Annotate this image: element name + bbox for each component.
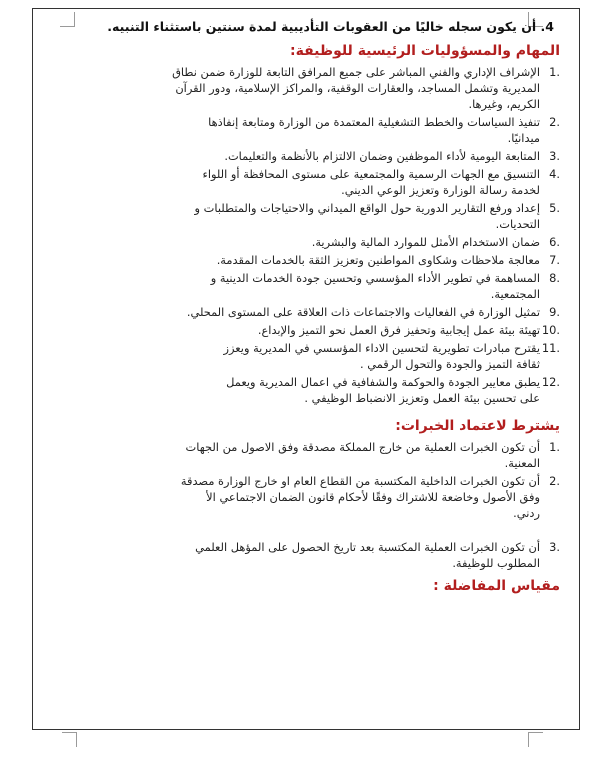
- item-text: [48, 539, 540, 571]
- item-text: [48, 322, 540, 338]
- item-text: [48, 270, 540, 302]
- duty-item: [48, 166, 560, 198]
- item-number: 5.: [549, 201, 560, 215]
- item-line: تنفيذ السياسات والخطط التشغيلية المعتمدة من الوزارة ومتابعة إنفاذها: [208, 115, 540, 129]
- duty-item: [48, 148, 560, 164]
- duty-item: [48, 270, 560, 302]
- preference-heading: مقياس المفاضلة :: [433, 578, 560, 594]
- duties-heading: المهام والمسؤوليات الرئيسية للوظيفة:: [290, 43, 560, 59]
- experience-item: [48, 473, 560, 521]
- item-text: [48, 473, 540, 521]
- item-text: [48, 64, 540, 112]
- item-number: 4.: [549, 167, 560, 181]
- item-line: ميدانيًا.: [507, 131, 540, 145]
- duty-item: [48, 340, 560, 372]
- item-number: 3.: [549, 149, 560, 163]
- item-line: يقترح مبادرات تطويرية لتحسين الاداء المؤسسي في المديرية ويعزز: [223, 341, 540, 355]
- item-line: أن تكون الخبرات العملية المكتسبة بعد تاريخ الحصول على المؤهل العلمي: [195, 540, 540, 554]
- item-number: 7.: [549, 253, 560, 267]
- item-line: إعداد ورفع التقارير الدورية حول الواقع الميداني والاحتياجات والمتطلبات و: [194, 201, 540, 215]
- item-line: الإشراف الإداري والفني المباشر على جميع المرافق التابعة للوزارة ضمن نطاق: [172, 65, 540, 79]
- duties-list: [48, 64, 560, 408]
- requirement-item-4: 4. أن يكون سجله خاليًا من العقوبات التأديبية لمدة سنتين باستثناء التنبيه.: [107, 19, 554, 34]
- duty-item: [48, 374, 560, 406]
- item-number: 1.: [549, 440, 560, 454]
- item-number: 2.: [549, 474, 560, 488]
- item-line: الكريم، وغيرها.: [468, 97, 540, 111]
- item-text: [48, 148, 540, 164]
- item-line: ردني.: [513, 506, 540, 520]
- item-line: معالجة ملاحظات وشكاوى المواطنين وتعزيز الثقة بالخدمات المقدمة.: [216, 253, 540, 267]
- item-line: المطلوب للوظيفة.: [452, 556, 540, 570]
- item-number: 8.: [549, 271, 560, 285]
- document-content: [48, 16, 560, 599]
- experience-list: [48, 439, 560, 573]
- item-line: المعنية.: [504, 456, 540, 470]
- duty-item: [48, 234, 560, 250]
- duty-item: [48, 114, 560, 146]
- experience-item: [48, 539, 560, 571]
- item-number: 1.: [549, 65, 560, 79]
- item-text: [48, 252, 540, 268]
- item-line: ضمان الاستخدام الأمثل للموارد المالية والبشرية.: [311, 235, 540, 249]
- item-number: 2.: [549, 115, 560, 129]
- duty-item: [48, 252, 560, 268]
- item-text: [48, 234, 540, 250]
- item-number: 10.: [541, 323, 560, 337]
- item-line: على تحسين بيئة العمل وتعزيز الانضباط الوظيفي .: [304, 391, 540, 405]
- item-line: التحديات.: [495, 217, 540, 231]
- margin-mark-bottom-right: [528, 732, 543, 747]
- item-line: التنسيق مع الجهات الرسمية والمجتمعية على مستوى المحافظة أو اللواء: [202, 167, 540, 181]
- item-text: [48, 439, 540, 471]
- item-line: أن تكون الخبرات الداخلية المكتسبة من القطاع العام او خارج الوزارة مصدقة: [180, 474, 540, 488]
- item-line: المديرية وتشمل المساجد، والعقارات الوقفية، والمراكز الإسلامية، ودور القرآن: [175, 81, 540, 95]
- item-line: لخدمة رسالة الوزارة وتعزيز الوعي الديني.: [341, 183, 540, 197]
- item-number: 9.: [549, 305, 560, 319]
- item-line: وفق الأصول وخاضعة للاشتراك وفقًا لأحكام قانون الضمان الاجتماعي الأ: [206, 490, 540, 504]
- item-number: 6.: [549, 235, 560, 249]
- item-number: 12.: [541, 375, 560, 389]
- item-text: [48, 340, 540, 372]
- item-text: [48, 374, 540, 406]
- item-line: المتابعة اليومية لأداء الموظفين وضمان الالتزام بالأنظمة والتعليمات.: [224, 149, 540, 163]
- item-line: المجتمعية.: [490, 287, 540, 301]
- item-number: 3.: [549, 540, 560, 554]
- item-line: المساهمة في تطوير الأداء المؤسسي وتحسين جودة الخدمات الدينية و: [210, 271, 540, 285]
- duty-item: [48, 200, 560, 232]
- item-text: [48, 200, 540, 232]
- item-line: تمثيل الوزارة في الفعاليات والاجتماعات ذات العلاقة على المستوى المحلي.: [186, 305, 540, 319]
- item-number: 11.: [541, 341, 560, 355]
- margin-mark-bottom-left: [62, 732, 77, 747]
- duty-item: [48, 64, 560, 112]
- item-line: تهيئة بيئة عمل إيجابية وتحفيز فرق العمل نحو التميز والإبداع.: [257, 323, 540, 337]
- item-text: [48, 114, 540, 146]
- item-line: يطبق معايير الجودة والحوكمة والشفافية في اعمال المديرية ويعمل: [226, 375, 540, 389]
- item-line: ثقافة التميز والجودة والتحول الرقمي .: [359, 357, 540, 371]
- item-text: [48, 166, 540, 198]
- item-line: أن تكون الخبرات العملية من خارج المملكة مصدقة وفق الاصول من الجهات: [185, 440, 540, 454]
- experience-item: [48, 439, 560, 471]
- duty-item: [48, 322, 560, 338]
- duty-item: [48, 304, 560, 320]
- experience-heading: يشترط لاعتماد الخبرات:: [395, 418, 560, 434]
- item-text: [48, 304, 540, 320]
